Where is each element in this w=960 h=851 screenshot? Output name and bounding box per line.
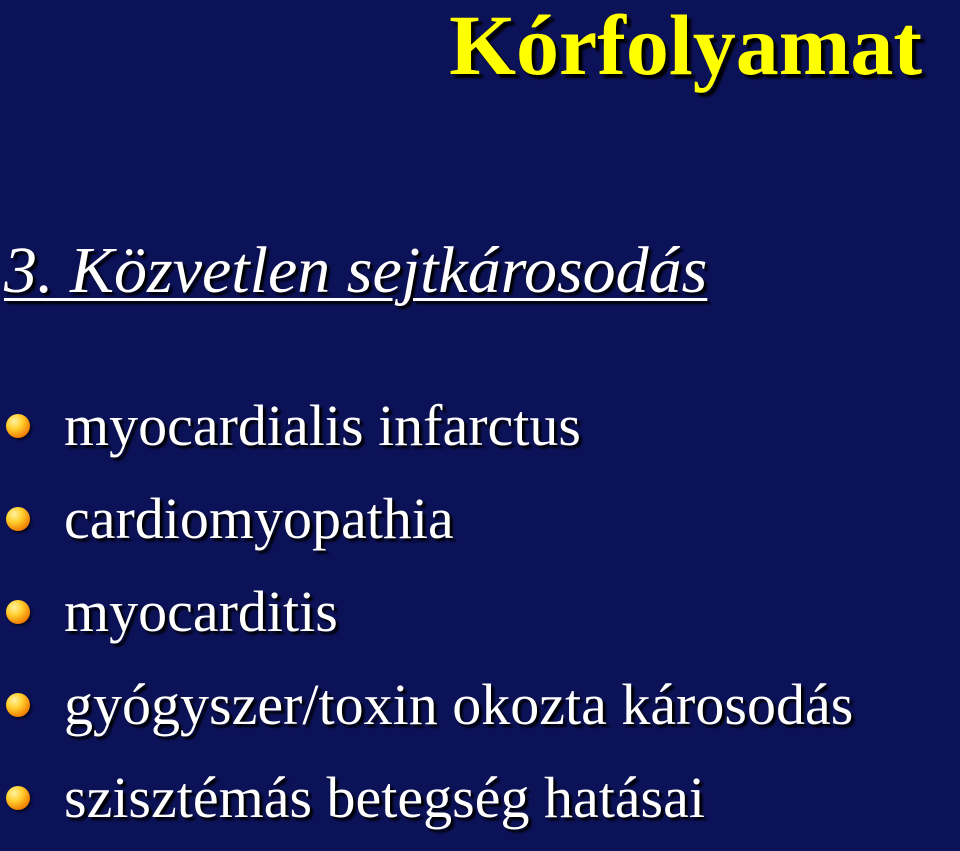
bullet-text: gyógyszer/toxin okozta károsodás xyxy=(64,672,854,737)
orange-sphere-bullet-icon xyxy=(6,786,30,810)
slide-title: Kórfolyamat xyxy=(449,0,922,93)
bullet-text: szisztémás betegség hatásai xyxy=(64,765,705,830)
bullet-text: cardiomyopathia xyxy=(64,486,454,551)
bullet-text: myocarditis xyxy=(64,579,338,644)
slide-subtitle: 3. Közvetlen sejtkárosodás xyxy=(4,234,708,307)
orange-sphere-bullet-icon xyxy=(6,507,30,531)
orange-sphere-bullet-icon xyxy=(6,600,30,624)
orange-sphere-bullet-icon xyxy=(6,693,30,717)
orange-sphere-bullet-icon xyxy=(6,414,30,438)
bullet-text: myocardialis infarctus xyxy=(64,393,581,458)
